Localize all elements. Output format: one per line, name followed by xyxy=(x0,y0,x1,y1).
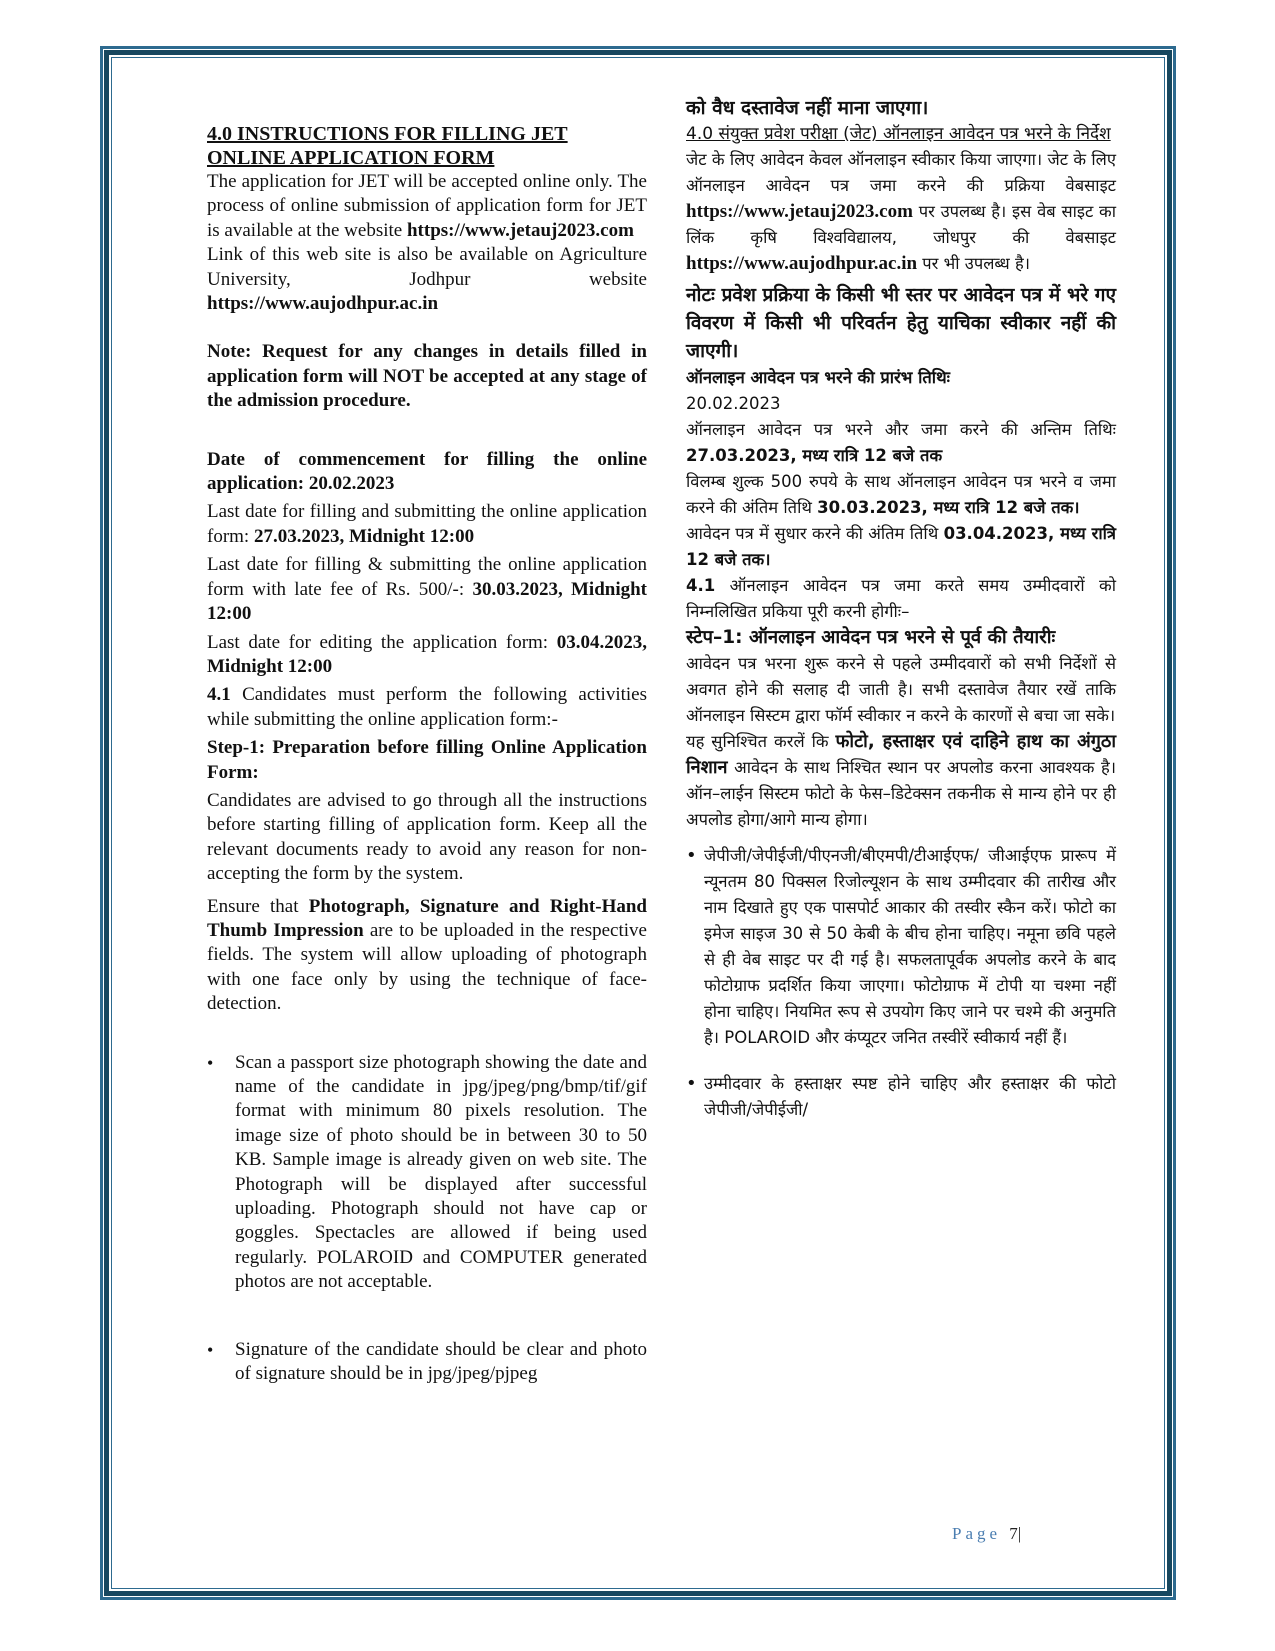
upload-instructions-list-en xyxy=(207,1051,647,1387)
jet-website-link-hi[interactable]: https://www.jetauj2023.com xyxy=(686,201,913,222)
advice-paragraph-hi: आवेदन पत्र भरना शुरू करने से पहले उम्मीदवारों को सभी निर्देशों से अवगत होने की सलाह दी जाती है। सभी दस्तावेज तैयार रखें ताकि ऑनलाइन सिस्टम द्वारा फॉर्म स्वीकार न करने के कारणों से बचा जा सके। xyxy=(686,654,1116,725)
photo-instruction-hi: • जेपीजी/जेपीईजी/पीएनजी/बीएमपी/टीआईएफ/ जीआईएफ प्रारूप में न्यूनतम 80 पिक्सल रिजोल्यूशन के साथ उम्मीदवार की तारीख और नाम दिखाते हुए एक पासपोर्ट आकार की तस्वीर स्कैन करें। फोटो का इमेज साइज 30 से 50 केबी के बीच होना चाहिए। नमूना छवि पहले से ही वेब साइट पर दी गई है। सफलतापूर्वक अपलोड करने के बाद फोटोग्राफ प्रदर्शित किया जाएगा। फोटोग्राफ में टोपी या चश्मा नहीं होना चाहिए। नियमित रूप से उपयोग किए जाने पर चश्मे की अनुमति है। POLAROID और कंप्यूटर जनित तस्वीरें स्वीकार्य नहीं हैं। xyxy=(686,843,1116,1051)
late-fee-date-en: Last date for filling & submitting the online application form with late fee of Rs. 500/-: 30.03.2023, Midnight 12:00 xyxy=(207,554,648,625)
late-fee-date-hi: विलम्ब शुल्क 500 रुपये के साथ ऑनलाइन आवेदन पत्र भरने व जमा करने की अंतिम तिथि 30.03.2023, मध्य रात्रि 12 बजे तक। xyxy=(686,472,1116,517)
link-paragraph-en: Link of this web site is also be available on Agriculture University, Jodhpur website https://www.aujodhpur.ac.in xyxy=(207,244,647,315)
advice-paragraph-en: Candidates are advised to go through all the instructions before starting filling of application form. Keep all the relevant documents ready to avoid any reason for non-accepting the form by the system. xyxy=(207,789,647,885)
page-label: Page xyxy=(952,1524,1002,1543)
aujodhpur-website-link-hi[interactable]: https://www.aujodhpur.ac.in xyxy=(686,253,918,274)
signature-instruction-en: • Signature of the candidate should be clear and photo of signature should be in jpg/jpeg/pjpeg xyxy=(207,1338,647,1387)
step-1-heading-hi: स्टेप–1: ऑनलाइन आवेदन पत्र भरने से पूर्व की तैयारीः xyxy=(686,627,1056,648)
continuation-line-hi: को वैध दस्तावेज नहीं माना जाएगा। xyxy=(686,97,929,119)
commencement-date-hi: 20.02.2023 xyxy=(686,394,781,413)
section-4-1-hi: 4.1 ऑनलाइन आवेदन पत्र जमा करते समय उम्मीदवारों को निम्नलिखित प्रकिया पूरी करनी होगीः– xyxy=(686,576,1116,621)
hindi-column xyxy=(686,95,1116,1123)
intro-paragraph-hi: जेट के लिए आवेदन केवल ऑनलाइन स्वीकार किया जाएगा। जेट के लिए ऑनलाइन आवेदन पत्र जमा करने की प्रक्रिया वेबसाइट https://www.jetauj2023.com पर उपलब्ध है। इस वेब साइट का लिंक कृषि विश्वविद्यालय, जोधपुर की वेबसाइट https://www.aujodhpur.ac.in पर भी उपलब्ध है। xyxy=(686,150,1116,274)
english-column xyxy=(207,95,647,1386)
last-date-en: Last date for filling and submitting the online application form: 27.03.2023, Midnight 12:00 xyxy=(207,501,647,547)
last-date-hi: ऑनलाइन आवेदन पत्र भरने और जमा करने की अन्तिम तिथिः 27.03.2023, मध्य रात्रि 12 बजे तक xyxy=(686,420,1116,465)
upload-instructions-list-hi xyxy=(686,843,1116,1123)
signature-instruction-hi: • उम्मीदवार के हस्ताक्षर स्पष्ट होने चाहिए और हस्ताक्षर की फोटो जेपीजी/जेपीईजी/ xyxy=(686,1071,1116,1123)
note-en: Note: Request for any changes in details filled in application form will NOT be accepted at any stage of the admission procedure. xyxy=(207,341,647,412)
section-heading-hi: 4.0 संयुक्त प्रवेश परीक्षा (जेट) ऑनलाइन आवेदन पत्र भरने के निर्देश xyxy=(686,124,1111,144)
section-heading-en: 4.0 INSTRUCTIONS FOR FILLING JET ONLINE APPLICATION FORM xyxy=(207,123,568,169)
note-hi: नोटः प्रवेश प्रक्रिया के किसी भी स्तर पर आवेदन पत्र में भरे गए विवरण में किसी भी परिवर्तन हेतु याचिका स्वीकार नहीं की जाएगी। xyxy=(686,284,1116,362)
section-4-1-en: 4.1 Candidates must perform the following activities while submitting the online application form:- xyxy=(207,684,647,730)
aujodhpur-website-link[interactable]: https://www.aujodhpur.ac.in xyxy=(207,293,439,315)
ensure-paragraph-hi: यह सुनिश्चित करलें कि फोटो, हस्ताक्षर एवं दाहिने हाथ का अंगुठा निशान आवेदन के साथ निश्चित स्थान पर अपलोड करना आवश्यक है। ऑन–लाईन सिस्टम फोटो के फेस–डिटेक्सन तकनीक से मान्य होने पर ही अपलोड होगा/आगे मान्य होगा। xyxy=(686,731,1116,829)
jet-website-link[interactable]: https://www.jetauj2023.com xyxy=(406,219,634,241)
page-number-footer xyxy=(952,1524,1021,1544)
commencement-date-en: Date of commencement for filling the online application: 20.02.2023 xyxy=(207,448,647,495)
editing-date-en: Last date for editing the application form: 03.04.2023, Midnight 12:00 xyxy=(207,631,647,677)
photo-instruction-en: • Scan a passport size photograph showing the date and name of the candidate in jpg/jpeg/png/bmp/tif/gif format with minimum 80 pixels resolution. The image size of photo should be in between 30 to 50 KB. Sample image is already given on web site. The Photograph will be displayed after successful uploading. Photograph should not have cap or goggles. Spectacles are allowed if being used regularly. POLAROID and COMPUTER generated photos are not acceptable. xyxy=(207,1051,647,1295)
commencement-label-hi: ऑनलाइन आवेदन पत्र भरने की प्रारंभ तिथिः xyxy=(686,368,950,387)
ensure-paragraph-en: Ensure that Photograph, Signature and Right-Hand Thumb Impression are to be uploaded in the respective fields. The system will allow uploading of photograph with one face only by using the technique of face-detection. xyxy=(207,895,647,1015)
page-number: 7| xyxy=(1009,1524,1022,1543)
step-1-heading-en: Step-1: Preparation before filling Online Application Form: xyxy=(207,737,647,783)
editing-date-hi: आवेदन पत्र में सुधार करने की अंतिम तिथि 03.04.2023, मध्य रात्रि 12 बजे तक। xyxy=(686,524,1116,569)
intro-paragraph-en: The application for JET will be accepted online only. The process of online submission of application form for JET is available at the website https://www.jetauj2023.com xyxy=(207,171,647,241)
